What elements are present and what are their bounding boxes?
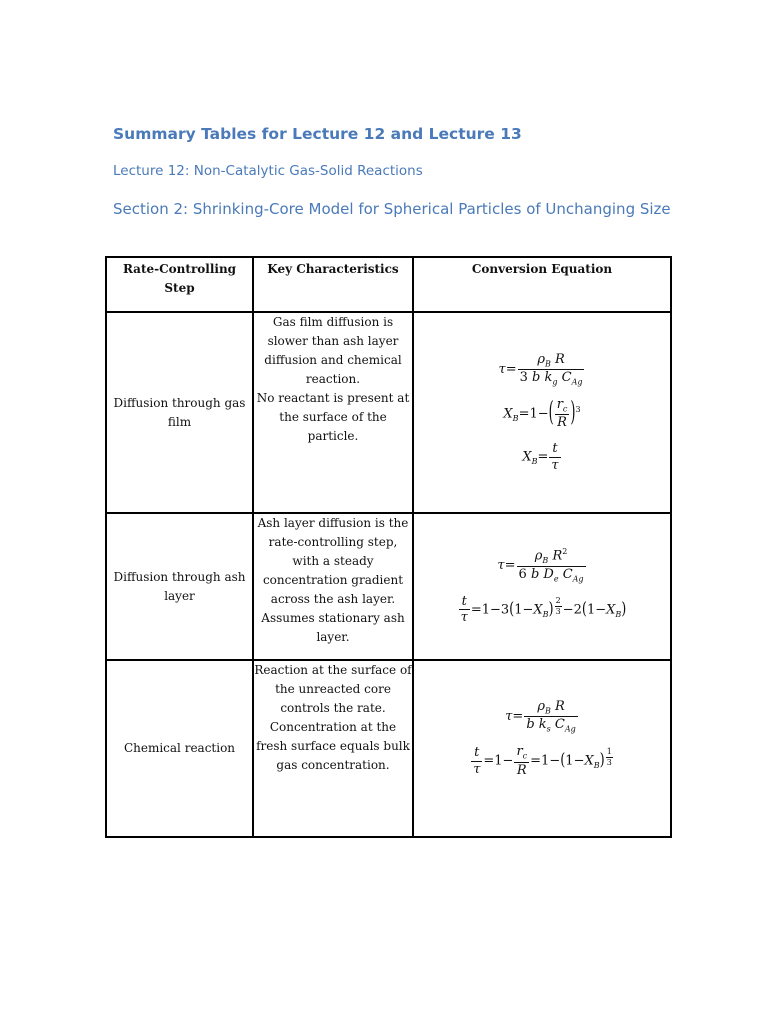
step-cell: Diffusion through ash layer [106,513,253,660]
table-row [106,660,671,837]
section-heading: Section 2: Shrinking-Core Model for Spherical Particles of Unchanging Size [113,200,671,218]
equation-cell [413,513,671,660]
equation-cell [413,312,671,513]
equation-cell [413,660,671,837]
time-equation: τ= $\frac{\rho_B R^2}{6 b D_e C_{Ag}}$ [497,547,584,584]
characteristics-cell [253,660,413,837]
conversion-time-equation: $X_B=$ $\frac{t}{\tau}$ [522,440,559,473]
characteristic-text: Reaction at the surface of the unreacted core controls the rate. [254,663,412,715]
document-title: Summary Tables for Lecture 12 and Lecture 13 [113,125,522,143]
time-equation: τ= $\frac{\rho_B R}{3 b k_g C_{Ag}}$ [498,351,583,387]
table-row [106,312,671,513]
characteristics-cell [253,312,413,513]
lecture-heading: Lecture 12: Non-Catalytic Gas-Solid Reactions [113,163,423,179]
characteristic-text: Gas film diffusion is slower than ash layer diffusion and chemical reaction. [264,315,402,386]
characteristic-text: Concentration at the fresh surface equals bulk gas concentration. [256,720,410,772]
characteristic-text: Assumes stationary ash layer. [261,611,405,644]
time-equation: τ= $\frac{\rho_B R}{b k_s C_{Ag}}$ [505,699,576,734]
header-characteristics: Key Characteristics [253,257,413,312]
table-row [106,513,671,660]
conversion-equation: $X_B=1-$( $\frac{r_c}{R}$ )$^3$ [503,397,581,431]
characteristics-cell [253,513,413,660]
header-step: Rate-Controlling Step [106,257,253,312]
characteristic-text: Ash layer diffusion is the rate-controlling step, with a steady concentration gradient across the ash layer. [257,516,409,606]
conversion-equation: $\frac{t}{\tau}$ =1− $\frac{r_c}{R}$ $=1-(1-X_B)$ $^{\frac{1}{3}}$ [473,744,612,778]
table-header-row [106,257,671,312]
header-equation: Conversion Equation [413,257,671,312]
characteristic-text: No reactant is present at the surface of the particle. [256,391,410,443]
conversion-equation: $\frac{t}{\tau}$ $=1-3(1-X_B)$ $^{\frac{2}{3}}$ $-2(1-X_B)$ [460,593,627,626]
step-cell: Chemical reaction [106,660,253,837]
step-cell: Diffusion through gas film [106,312,253,513]
summary-table [105,256,672,838]
